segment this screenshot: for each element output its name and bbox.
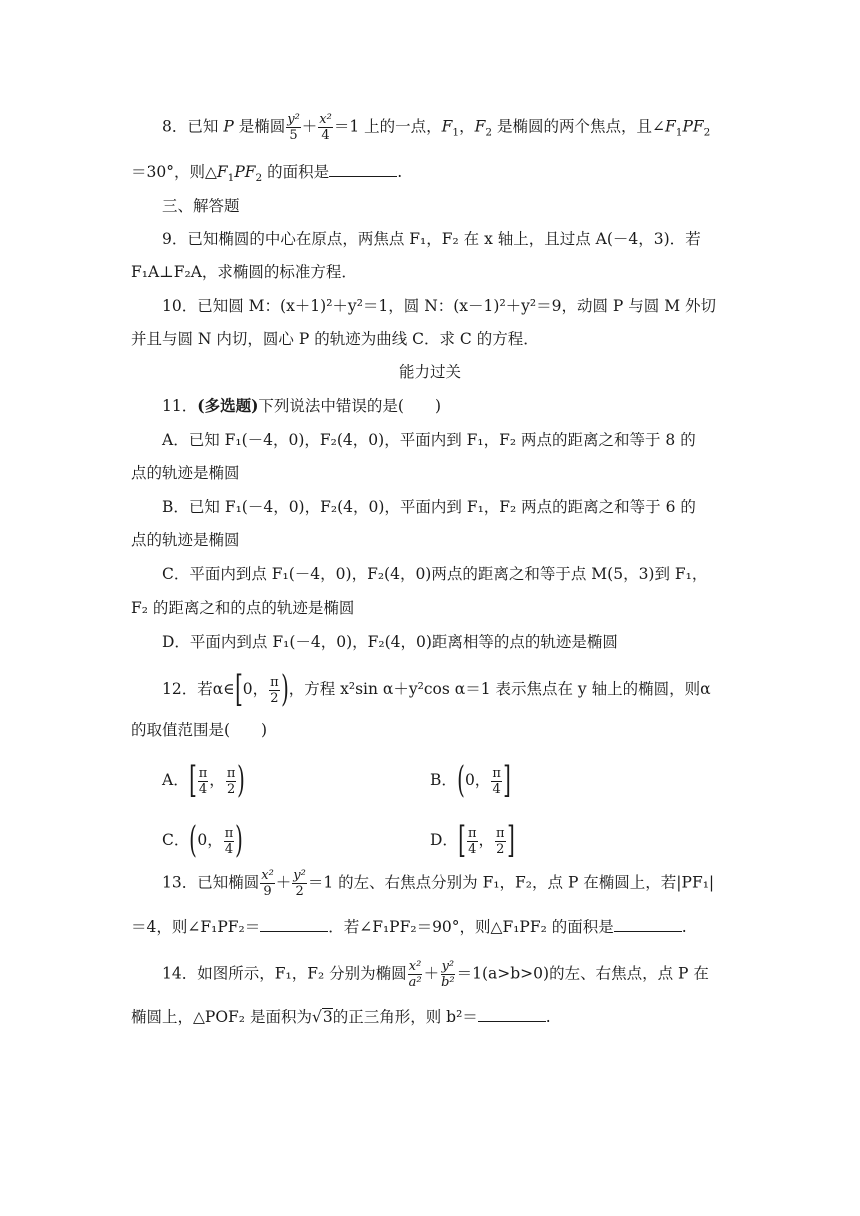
q10-line2: 并且与圆 N 内切，圆心 P 的轨迹为曲线 C．求 C 的方程． — [131, 330, 539, 348]
q13-line1: 13．已知椭圆 $\frac{\text{x²}}{9}$ ＋ $\frac{\text{y²}}{2}$ ＝1 的左、右焦点分别为 F₁，F₂，点 P 在椭圆上，若|PF₁| — [162, 868, 715, 899]
answer-blank-area[interactable] — [614, 915, 682, 932]
q12-line1: 12．若α∈[0， $\frac{\pi}{2}$ )，方程 x²sin α＋y²cos α＝1 表示焦点在 y 轴上的椭圆，则α — [162, 669, 711, 710]
fraction: $\frac{\text{y²}}{2}$ — [293, 868, 306, 899]
fraction: $\frac{\pi}{2}$ — [270, 674, 279, 706]
sqrt-symbol: √ — [311, 1008, 322, 1026]
q9-line1: 9．已知椭圆的中心在原点，两焦点 F₁，F₂ 在 x 轴上，且过点 A(－4，3)．若 — [162, 230, 701, 248]
fraction: $\frac{\text{y²}}{\text{b²}}$ — [441, 959, 455, 990]
fraction: $\frac{\text{x²}}{9}$ — [261, 868, 274, 899]
q11-option-d: D．平面内到点 F₁(－4，0)，F₂(4，0)距离相等的点的轨迹是椭圆 — [162, 633, 618, 651]
q12-option-a[interactable]: A．[ $\frac{\pi}{4}$ ， $\frac{\pi}{2}$ ) — [162, 760, 246, 801]
q8-line1: 8．已知 P 是椭圆 $\frac{\text{y²}}{5}$ ＋ $\frac{\text{x²}}{4}$ ＝1 上的一点，$F_1$，$F_2$ 是椭圆的两个焦点，且$\angle F_1PF_2$ — [162, 112, 711, 143]
q11-option-a-line1: A．已知 F₁(－4，0)，F₂(4，0)，平面内到 F₁，F₂ 两点的距离之和等于 8 的 — [162, 431, 696, 449]
q12-line2: 的取值范围是( ) — [131, 721, 268, 739]
answer-blank-angle[interactable] — [260, 915, 328, 932]
fraction: $\frac{\text{x²}}{\text{a²}}$ — [408, 959, 422, 990]
q11-option-a-line2: 点的轨迹是椭圆 — [131, 464, 240, 482]
fraction: $\frac{\text{x²}}{4}$ — [319, 112, 332, 143]
q8-line2: ＝30°，则$\triangle F_1PF_2$ 的面积是 . — [131, 160, 402, 184]
section-heading: 三、解答题 — [162, 197, 240, 215]
q12-option-d[interactable]: D．[ $\frac{\pi}{4}$ ， $\frac{\pi}{2}$ ] — [430, 820, 515, 861]
answer-blank[interactable] — [329, 160, 397, 177]
q12-option-c[interactable]: C．(0， $\frac{\pi}{4}$ ) — [162, 820, 244, 861]
q13-line2: ＝4，则∠F₁PF₂＝ ．若∠F₁PF₂＝90°，则△F₁PF₂ 的面积是 . — [131, 915, 687, 939]
answer-blank[interactable] — [478, 1005, 546, 1022]
q14-line2: 椭圆上，△POF₂ 是面积为√3的正三角形，则 b²＝ . — [131, 1005, 551, 1029]
q14-line1: 14．如图所示，F₁，F₂ 分别为椭圆 $\frac{\text{x²}}{\text{a²}}$ ＋ $\frac{\text{y²}}{\text{b²}}$ ＝1(a>b>0)的左、右焦点，点 P 在 — [162, 959, 709, 990]
q10-line1: 10．已知圆 M：(x＋1)²＋y²＝1，圆 N：(x－1)²＋y²＝9，动圆 P 与圆 M 外切 — [162, 297, 717, 315]
q11-option-b-line1: B．已知 F₁(－4，0)，F₂(4，0)，平面内到 F₁，F₂ 两点的距离之和等于 6 的 — [162, 498, 696, 516]
q12-option-b[interactable]: B．(0， $\frac{\pi}{4}$ ] — [430, 760, 511, 801]
q11-stem: 11．(多选题)下列说法中错误的是( ) — [162, 396, 442, 415]
ability-section-title: 能力过关 — [398, 363, 461, 381]
q11-option-c-line1: C．平面内到点 F₁(－4，0)，F₂(4，0)两点的距离之和等于点 M(5，3)到 F₁， — [162, 565, 708, 583]
q9-line2: F₁A⊥F₂A，求椭圆的标准方程． — [131, 263, 357, 281]
q11-option-b-line2: 点的轨迹是椭圆 — [131, 531, 240, 549]
fraction: $\frac{\text{y²}}{5}$ — [287, 112, 300, 143]
q11-option-c-line2: F₂ 的距离之和的点的轨迹是椭圆 — [131, 599, 355, 617]
